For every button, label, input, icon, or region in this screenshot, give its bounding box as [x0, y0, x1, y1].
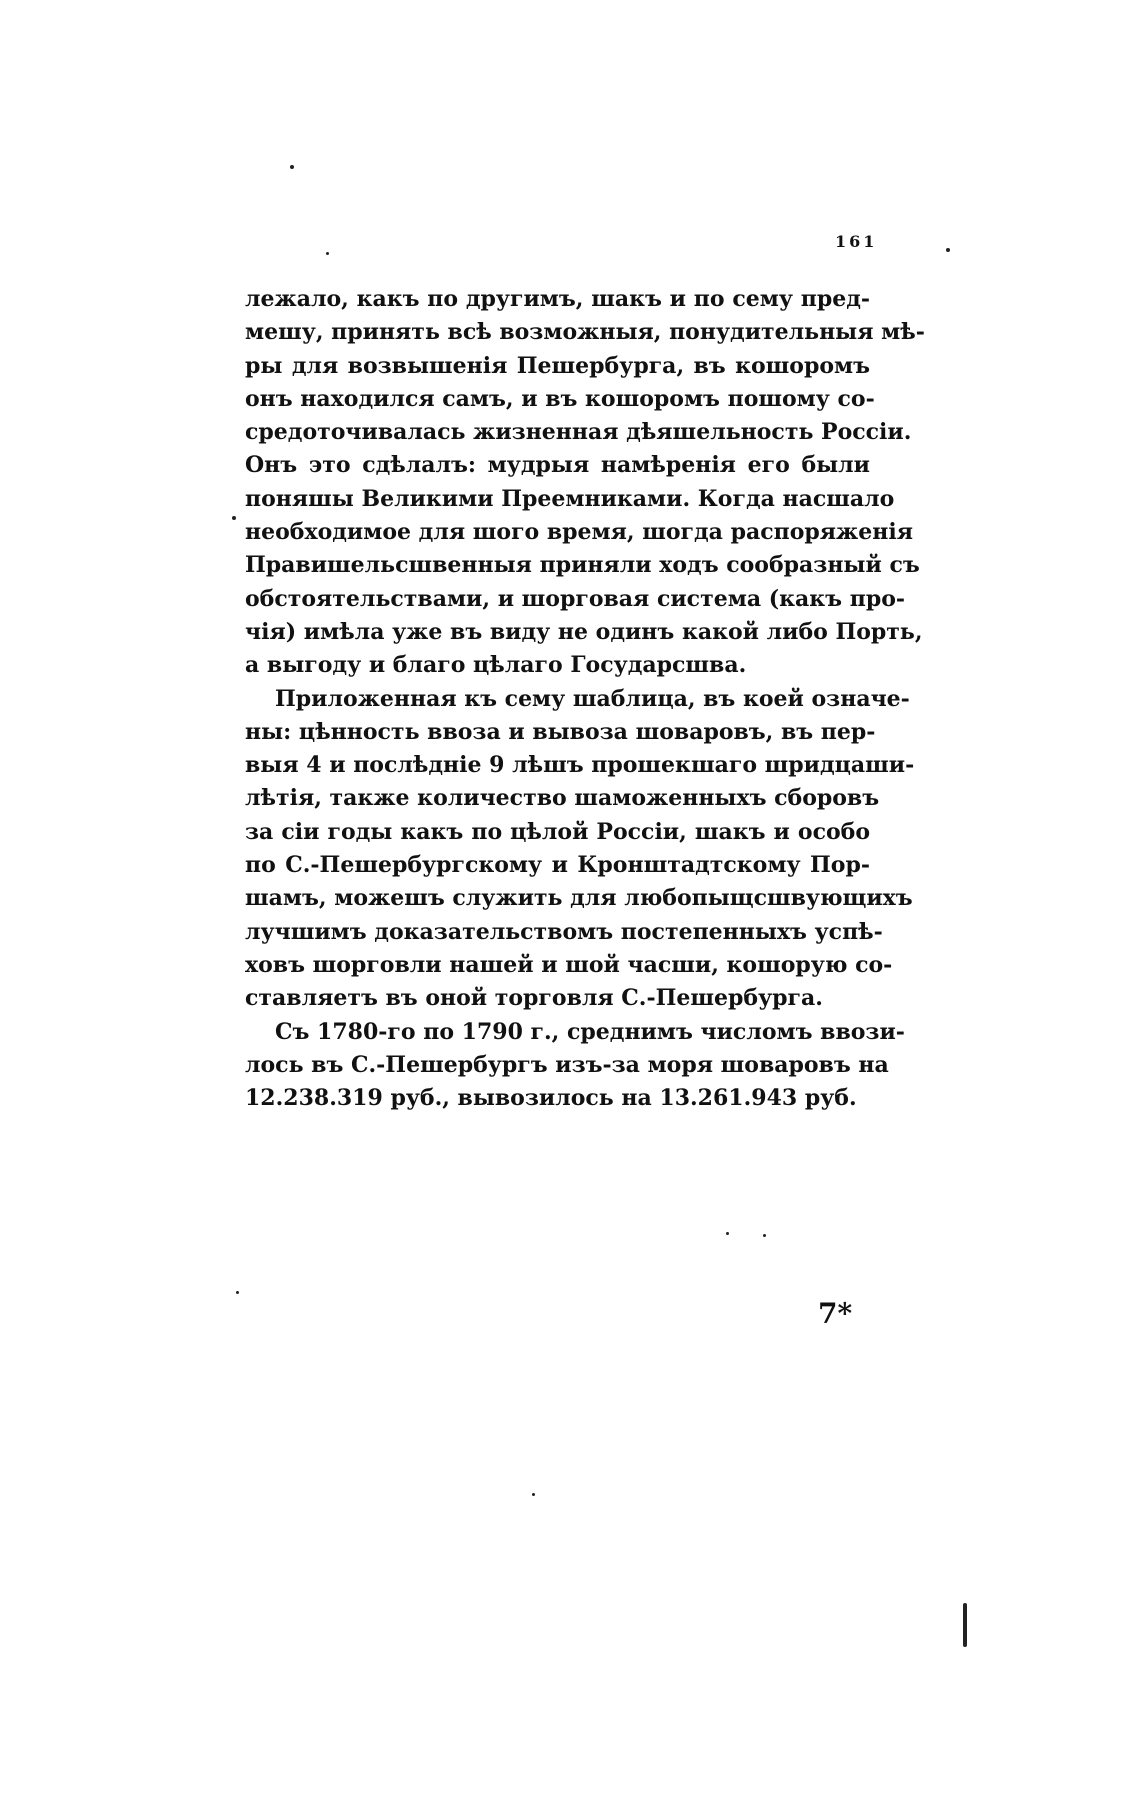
body-text	[245, 283, 925, 1115]
scan-speck	[236, 1291, 239, 1294]
text-line: лежало, какъ по другимъ, шакъ и по сему пред-	[245, 286, 870, 312]
scan-speck	[290, 165, 294, 169]
scan-speck	[326, 252, 329, 255]
text-line: онъ находился самъ, и въ кошоромъ пошому со-	[245, 385, 875, 412]
text-line: Правишельсшвенныя приняли ходъ сообразный съ	[245, 552, 920, 579]
text-line: 12.238.319 руб., вывозилось на 13.261.943 руб.	[245, 1085, 857, 1112]
scan-speck	[763, 1234, 766, 1237]
text-line: обстоятельствами, и шорговая система (какъ про-	[245, 585, 905, 612]
scan-speck	[946, 248, 950, 252]
scan-speck	[232, 516, 236, 520]
text-line: ховъ шорговли нашей и шой часши, кошорую со-	[245, 951, 893, 978]
text-line: мешу, принять всѣ возможныя, понудительныя мѣ-	[245, 319, 925, 346]
text-line: а выгоду и благо цѣлаго Государсшва.	[245, 652, 747, 679]
text-line: Приложенная къ сему шаблица, въ коей означе-	[275, 685, 910, 712]
scan-speck	[726, 1232, 729, 1235]
text-line: Съ 1780-го по 1790 г., среднимъ числомъ ввози-	[275, 1018, 905, 1045]
text-line: за сіи годы какъ по цѣлой Россіи, шакъ и особо	[245, 818, 870, 845]
scan-mark	[963, 1603, 967, 1647]
text-line: необходимое для шого время, шогда распоряженія	[245, 519, 913, 546]
text-line: ны: цѣнность ввоза и вывоза шоваровъ, въ пер-	[245, 718, 876, 745]
text-line: выя 4 и послѣдніе 9 лѣшъ прошекшаго шридцаши-	[245, 752, 915, 779]
text-line: ставляетъ въ оной торговля С.-Пешербурга.	[245, 985, 823, 1012]
text-line: лѣтія, также количество шаможенныхъ сборовъ	[245, 785, 880, 812]
text-line: шамъ, можешъ служить для любопыщсшвующихъ	[245, 885, 913, 912]
signature-mark: 7*	[818, 1297, 853, 1330]
text-line: поняшы Великими Преемниками. Когда насшало	[245, 485, 895, 512]
text-line: чія) имѣла уже въ виду не одинъ какой либо Порть,	[245, 618, 923, 645]
scan-speck	[532, 1493, 535, 1496]
text-line: Онъ это сдѣлалъ: мудрыя намѣренія его были	[245, 452, 870, 479]
text-line: лучшимъ доказательствомъ постепенныхъ успѣ-	[245, 918, 883, 945]
page-number: 161	[835, 232, 878, 251]
text-line: ры для возвышенія Пешербурга, въ кошоромъ	[245, 352, 870, 379]
text-line: по С.-Пешербургскому и Кронштадтскому Пор-	[245, 852, 870, 879]
text-line: лось въ С.-Пешербургъ изъ-за моря шоваровъ на	[245, 1051, 889, 1078]
text-line: средоточивалась жизненная дѣяшельность Россіи.	[245, 419, 912, 446]
